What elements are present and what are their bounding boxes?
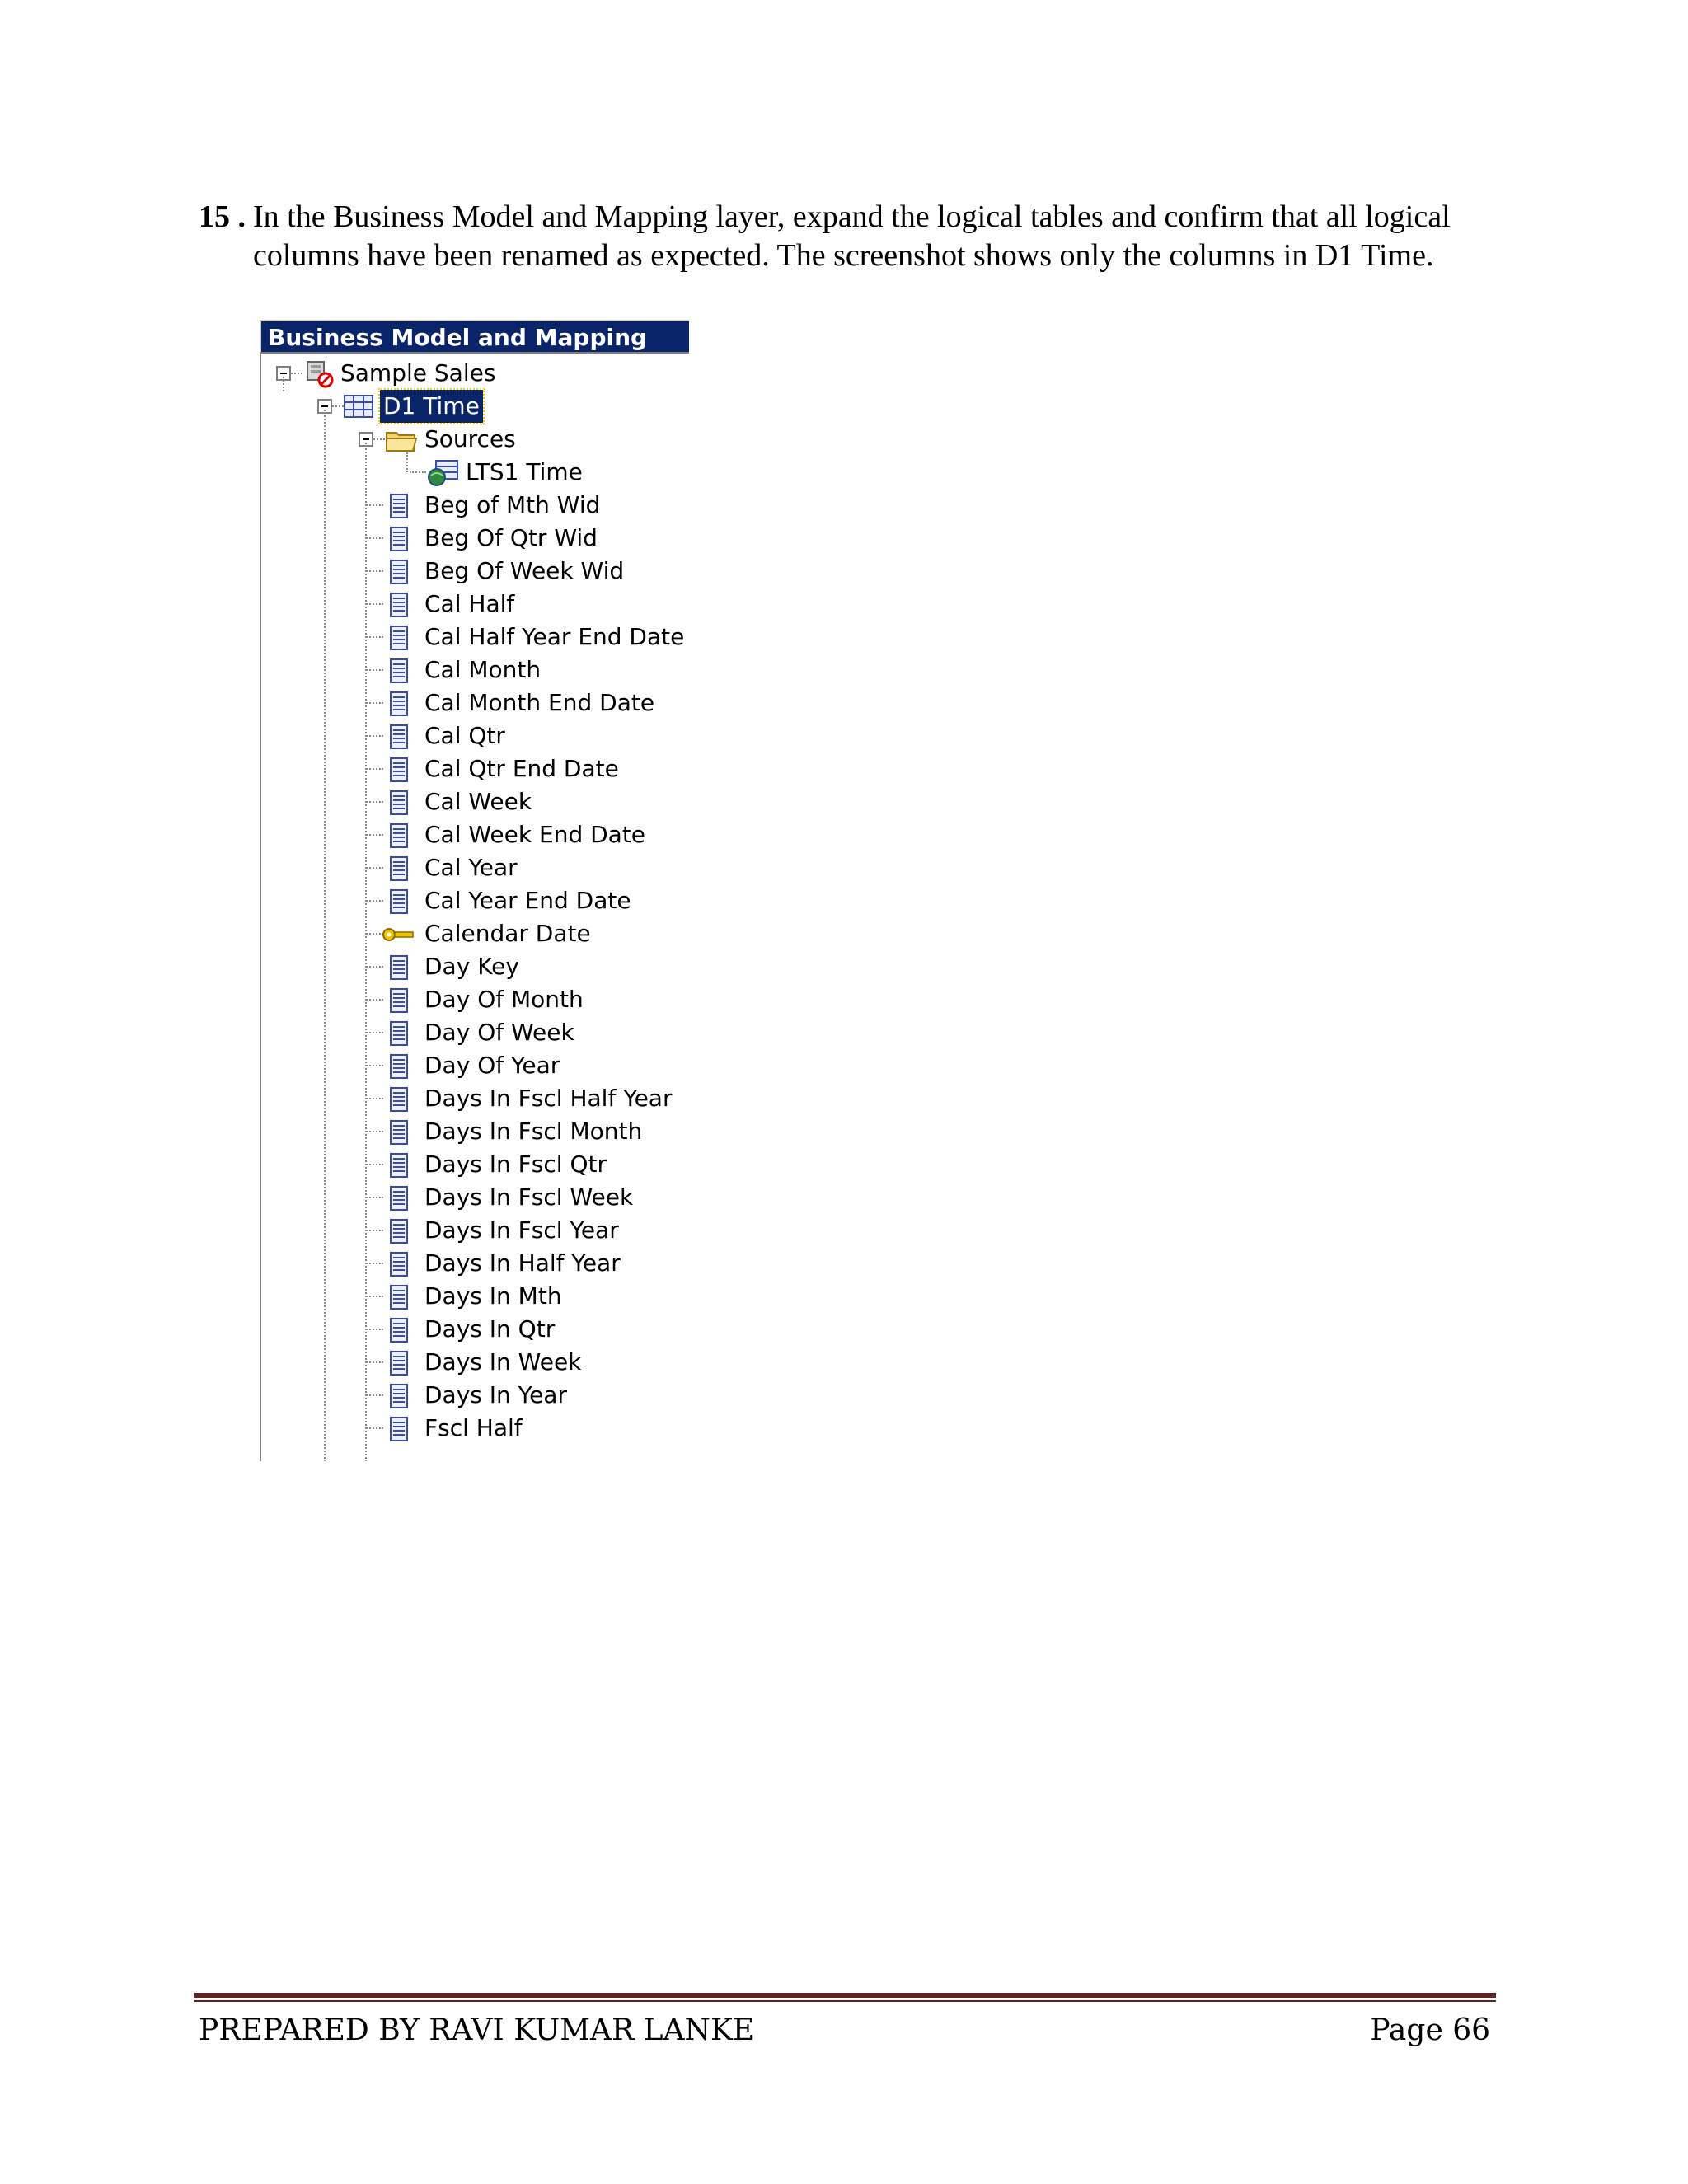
column-icon	[390, 790, 408, 815]
column-icon	[390, 691, 408, 716]
column-label: Cal Half	[424, 590, 515, 617]
model-label: Sample Sales	[340, 359, 496, 387]
column-label: Days In Week	[424, 1348, 582, 1376]
table-label: D1 Time	[380, 390, 483, 423]
column-label: Cal Week End Date	[424, 821, 646, 848]
step-number: 15 .	[199, 199, 246, 234]
column-icon	[390, 1351, 408, 1376]
tree-node-column[interactable]	[261, 1115, 673, 1148]
footer-author: PREPARED BY RAVI KUMAR LANKE	[199, 2013, 755, 2047]
column-label: Day Key	[424, 953, 519, 980]
tree-node-column[interactable]	[261, 522, 673, 555]
tree-node-sample-sales[interactable]	[261, 357, 673, 390]
column-label: Days In Half Year	[424, 1249, 621, 1277]
column-label: Cal Year End Date	[424, 887, 631, 914]
business-model-icon	[302, 359, 334, 388]
column-label: Days In Fscl Year	[424, 1216, 619, 1244]
column-label: Beg of Mth Wid	[424, 491, 601, 518]
column-label: Days In Mth	[424, 1282, 562, 1310]
column-icon	[390, 560, 408, 584]
tree-node-column[interactable]	[261, 1412, 673, 1445]
source-label: LTS1 Time	[466, 458, 583, 485]
instruction-step	[199, 198, 1534, 275]
column-icon	[390, 1384, 408, 1408]
tree-node-column[interactable]	[261, 1016, 673, 1049]
tree-node-column[interactable]	[261, 1082, 673, 1115]
column-icon	[390, 1120, 408, 1145]
tree-node-column[interactable]	[261, 1313, 673, 1346]
column-icon	[390, 1318, 408, 1343]
key-icon	[382, 926, 415, 944]
column-label: Days In Fscl Qtr	[424, 1151, 607, 1178]
column-icon	[390, 1417, 408, 1441]
column-label: Cal Qtr End Date	[424, 755, 619, 782]
tree-node-column[interactable]	[261, 917, 673, 950]
tree-node-column[interactable]	[261, 1280, 673, 1313]
column-label: Cal Week	[424, 788, 532, 815]
column-icon	[390, 658, 408, 683]
column-label: Days In Year	[424, 1381, 567, 1408]
tree-node-column[interactable]	[261, 489, 673, 522]
column-label: Days In Fscl Week	[424, 1183, 634, 1211]
business-model-panel	[256, 316, 689, 1461]
column-icon	[390, 889, 408, 914]
footer-rule	[194, 1993, 1496, 1998]
tree-node-column[interactable]	[261, 555, 673, 588]
column-icon	[390, 593, 408, 617]
column-icon	[390, 1252, 408, 1277]
column-label: Fscl Half	[424, 1414, 523, 1441]
column-icon	[390, 1087, 408, 1112]
column-label: Beg Of Week Wid	[424, 557, 625, 584]
tree-node-column[interactable]	[261, 884, 673, 917]
column-icon	[390, 955, 408, 980]
panel-title: Business Model and Mapping	[260, 320, 689, 352]
column-label: Cal Half Year End Date	[424, 623, 685, 650]
column-icon	[390, 724, 408, 749]
logical-table-source-icon	[426, 459, 459, 487]
column-icon	[390, 988, 408, 1013]
column-label: Cal Year	[424, 854, 518, 881]
column-icon	[390, 1285, 408, 1310]
column-icon	[390, 1054, 408, 1079]
folder-icon	[385, 428, 418, 452]
column-label: Beg Of Qtr Wid	[424, 524, 598, 551]
tree-node-column[interactable]	[261, 851, 673, 884]
column-icon	[390, 1153, 408, 1178]
logical-table-icon	[344, 395, 373, 418]
column-label: Days In Qtr	[424, 1315, 556, 1343]
column-label: Days In Fscl Half Year	[424, 1085, 673, 1112]
tree-node-d1-time[interactable]	[261, 390, 673, 423]
column-label: Day Of Week	[424, 1019, 574, 1046]
column-label: Days In Fscl Month	[424, 1118, 643, 1145]
column-icon	[390, 527, 408, 551]
column-label: Cal Month End Date	[424, 689, 655, 716]
column-label: Day Of Year	[424, 1052, 560, 1079]
tree-node-column[interactable]	[261, 1049, 673, 1082]
column-icon	[390, 757, 408, 782]
column-label: Cal Qtr	[424, 722, 505, 749]
tree-node-column[interactable]	[261, 621, 685, 654]
column-icon	[390, 856, 408, 881]
tree-node-column[interactable]	[261, 588, 673, 621]
column-icon	[390, 1219, 408, 1244]
tree-node-column[interactable]	[261, 1148, 673, 1181]
column-label: Calendar Date	[424, 920, 591, 947]
tree-node-column[interactable]	[261, 950, 673, 983]
tree-node-lts1-time[interactable]	[261, 456, 673, 489]
tree-node-column[interactable]	[261, 687, 673, 719]
step-text: In the Business Model and Mapping layer, expand the logical tables and confirm that all logical columns have been renamed as expected. The screenshot shows only the columns in D1 Time.	[253, 199, 1451, 273]
column-icon	[390, 1186, 408, 1211]
column-icon	[390, 626, 408, 650]
tree-node-column[interactable]	[261, 719, 673, 752]
tree-node-column[interactable]	[261, 818, 673, 851]
column-label: Cal Month	[424, 656, 542, 683]
tree-node-column[interactable]	[261, 1247, 673, 1280]
column-icon	[390, 494, 408, 518]
column-icon	[390, 823, 408, 848]
tree-node-column[interactable]	[261, 1214, 673, 1247]
tree-node-column[interactable]	[261, 1346, 673, 1379]
column-label: Day Of Month	[424, 986, 584, 1013]
footer-rule-thin	[194, 2000, 1496, 2002]
tree-node-column[interactable]	[261, 785, 673, 818]
tree-node-column[interactable]	[261, 654, 673, 687]
tree-view[interactable]	[260, 352, 689, 1461]
sources-label: Sources	[424, 425, 516, 452]
tree-node-column[interactable]	[261, 1379, 673, 1412]
footer-page-number: Page 66	[1370, 2013, 1490, 2047]
column-icon	[390, 1021, 408, 1046]
tree-node-column[interactable]	[261, 983, 673, 1016]
tree-node-column[interactable]	[261, 752, 673, 785]
tree-node-sources[interactable]	[261, 423, 673, 456]
tree-node-column[interactable]	[261, 1181, 673, 1214]
